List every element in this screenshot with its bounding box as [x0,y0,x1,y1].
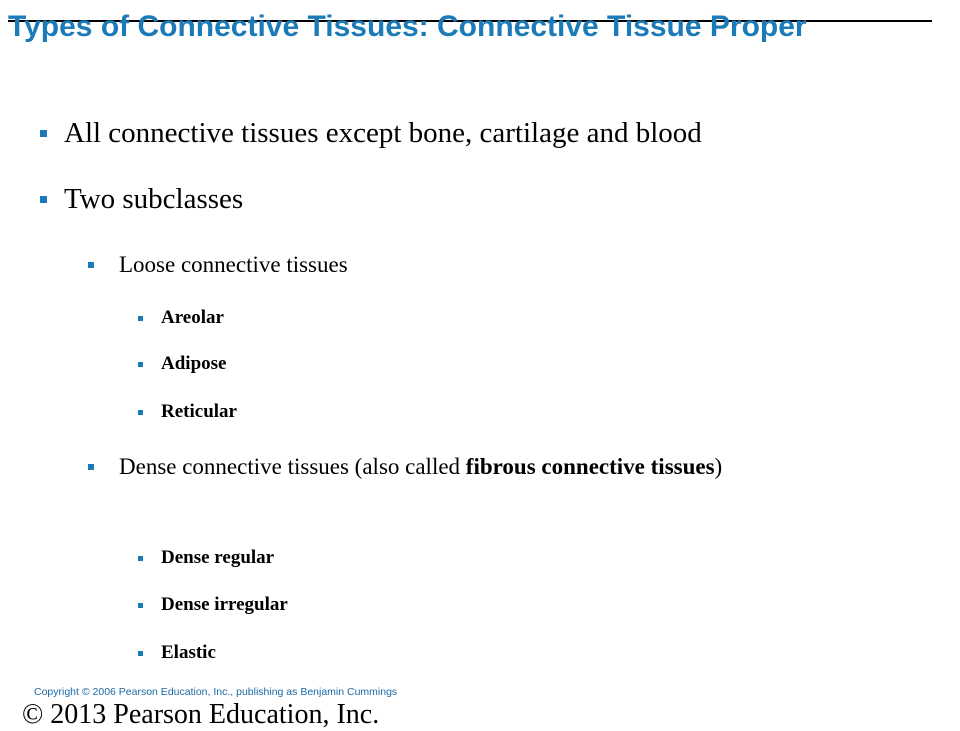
dense-label-bold: fibrous connective tissues [465,454,715,479]
bullet-square-icon [88,464,94,470]
slide-title: Types of Connective Tissues: Connective Tissue Proper [8,10,807,43]
copyright-small: Copyright © 2006 Pearson Education, Inc., publishing as Benjamin Cummings [34,686,398,698]
bullet-text [119,452,722,482]
bullet-text: Areolar [161,307,224,328]
copyright-large: © 2013 Pearson Education, Inc. [22,699,380,730]
bullet-dense [88,452,878,482]
dense-label-prefix: Dense connective tissues (also called [119,454,466,479]
bullet-loose [88,250,878,280]
bullet-square-icon [40,130,47,137]
bullet-square-icon [88,262,94,268]
bullet-square-icon [138,651,143,656]
bullet-square-icon [138,556,143,561]
bullet-elastic [138,641,216,665]
bullet-areolar [138,306,224,330]
bullet-square-icon [138,603,143,608]
bullet-reticular [138,400,237,424]
dense-label-suffix: ) [714,454,723,479]
bullet-text: All connective tissues except bone, cartilage and blood [64,117,702,149]
bullet-adipose [138,352,226,376]
bullet-text: Adipose [161,353,227,374]
bullet-subclasses [40,182,243,216]
bullet-square-icon [138,316,143,321]
bullet-text: Dense irregular [161,594,288,615]
bullet-text: Loose connective tissues [119,252,348,277]
bullet-square-icon [138,410,143,415]
bullet-text: Two subclasses [64,183,244,215]
bullet-square-icon [138,362,143,367]
bullet-text: Dense regular [161,547,275,568]
bullet-text: Reticular [161,401,237,422]
bullet-square-icon [40,196,47,203]
bullet-dense-regular [138,546,274,570]
bullet-text: Elastic [161,642,216,663]
bullet-intro [40,116,702,150]
bullet-dense-irregular [138,593,288,617]
